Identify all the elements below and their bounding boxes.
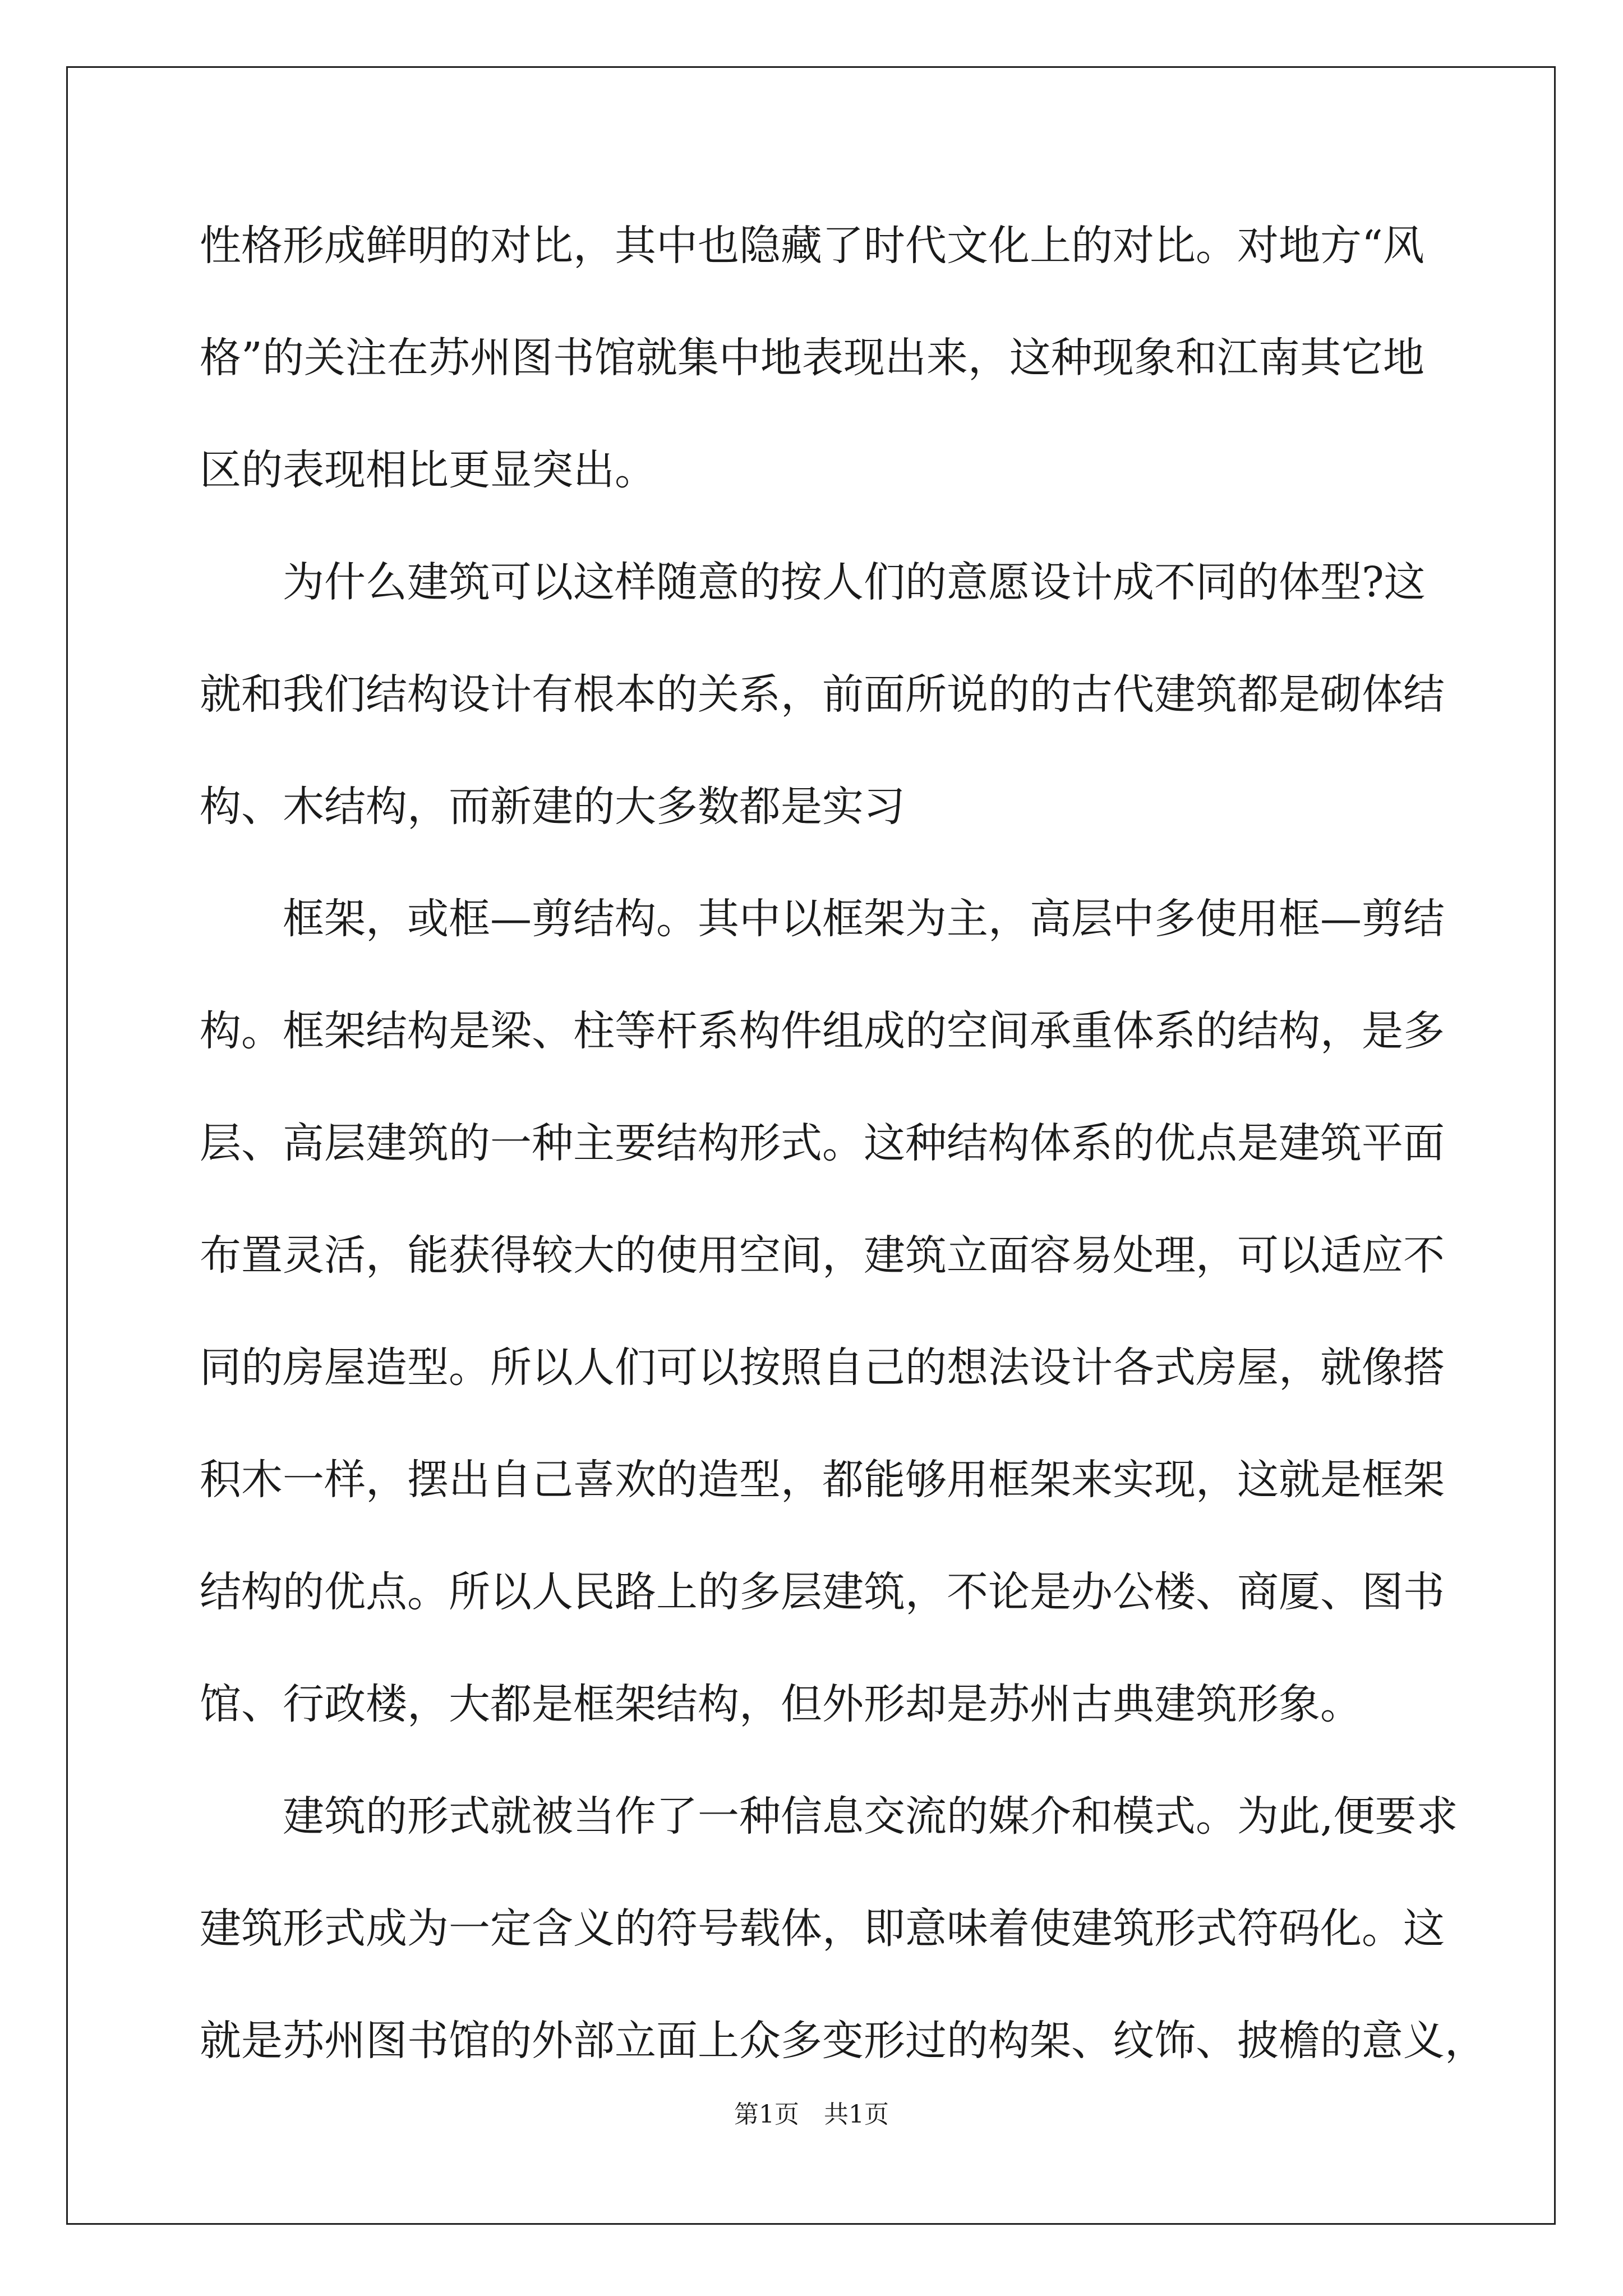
text-line: 层、高层建筑的一种主要结构形式。这种结构体系的优点是建筑平面 [200,1119,1445,1167]
text-line: 格”的关注在苏州图书馆就集中地表现出来，这种现象和江南其它地 [200,334,1424,382]
text-line: 积木一样，摆出自己喜欢的造型，都能够用框架来实现，这就是框架 [200,1456,1445,1504]
text-line-indented: 框架，或框—剪结构。其中以框架为主，高层中多使用框—剪结 [283,895,1445,943]
text-line: 同的房屋造型。所以人们可以按照自己的想法设计各式房屋，就像搭 [200,1343,1445,1392]
text-line: 布置灵活，能获得较大的使用空间，建筑立面容易处理，可以适应不 [200,1231,1445,1280]
text-line: 就和我们结构设计有根本的关系，前面所说的的古代建筑都是砌体结 [200,670,1445,719]
text-line: 就是苏州图书馆的外部立面上众多变形过的构架、纹饰、披檐的意义， [200,2017,1486,2065]
text-line: 性格形成鲜明的对比，其中也隐藏了时代文化上的对比。对地方“风 [200,222,1424,270]
text-line: 构。框架结构是梁、柱等杆系构件组成的空间承重体系的结构，是多 [200,1007,1445,1055]
page-footer: 第1页 共1页 [734,2100,889,2129]
text-line: 构、木结构，而新建的大多数都是实习 [200,783,905,831]
text-line-indented: 建筑的形式就被当作了一种信息交流的媒介和模式。为此,便要求 [283,1792,1458,1841]
text-line-indented: 为什么建筑可以这样随意的按人们的意愿设计成不同的体型?这 [283,558,1426,606]
text-line: 区的表现相比更显突出。 [200,446,656,494]
text-line: 馆、行政楼，大都是框架结构，但外形却是苏州古典建筑形象。 [200,1680,1362,1728]
text-line: 结构的优点。所以人民路上的多层建筑，不论是办公楼、商厦、图书 [200,1568,1445,1616]
text-line: 建筑形式成为一定含义的符号载体，即意味着使建筑形式符码化。这 [200,1904,1445,1953]
